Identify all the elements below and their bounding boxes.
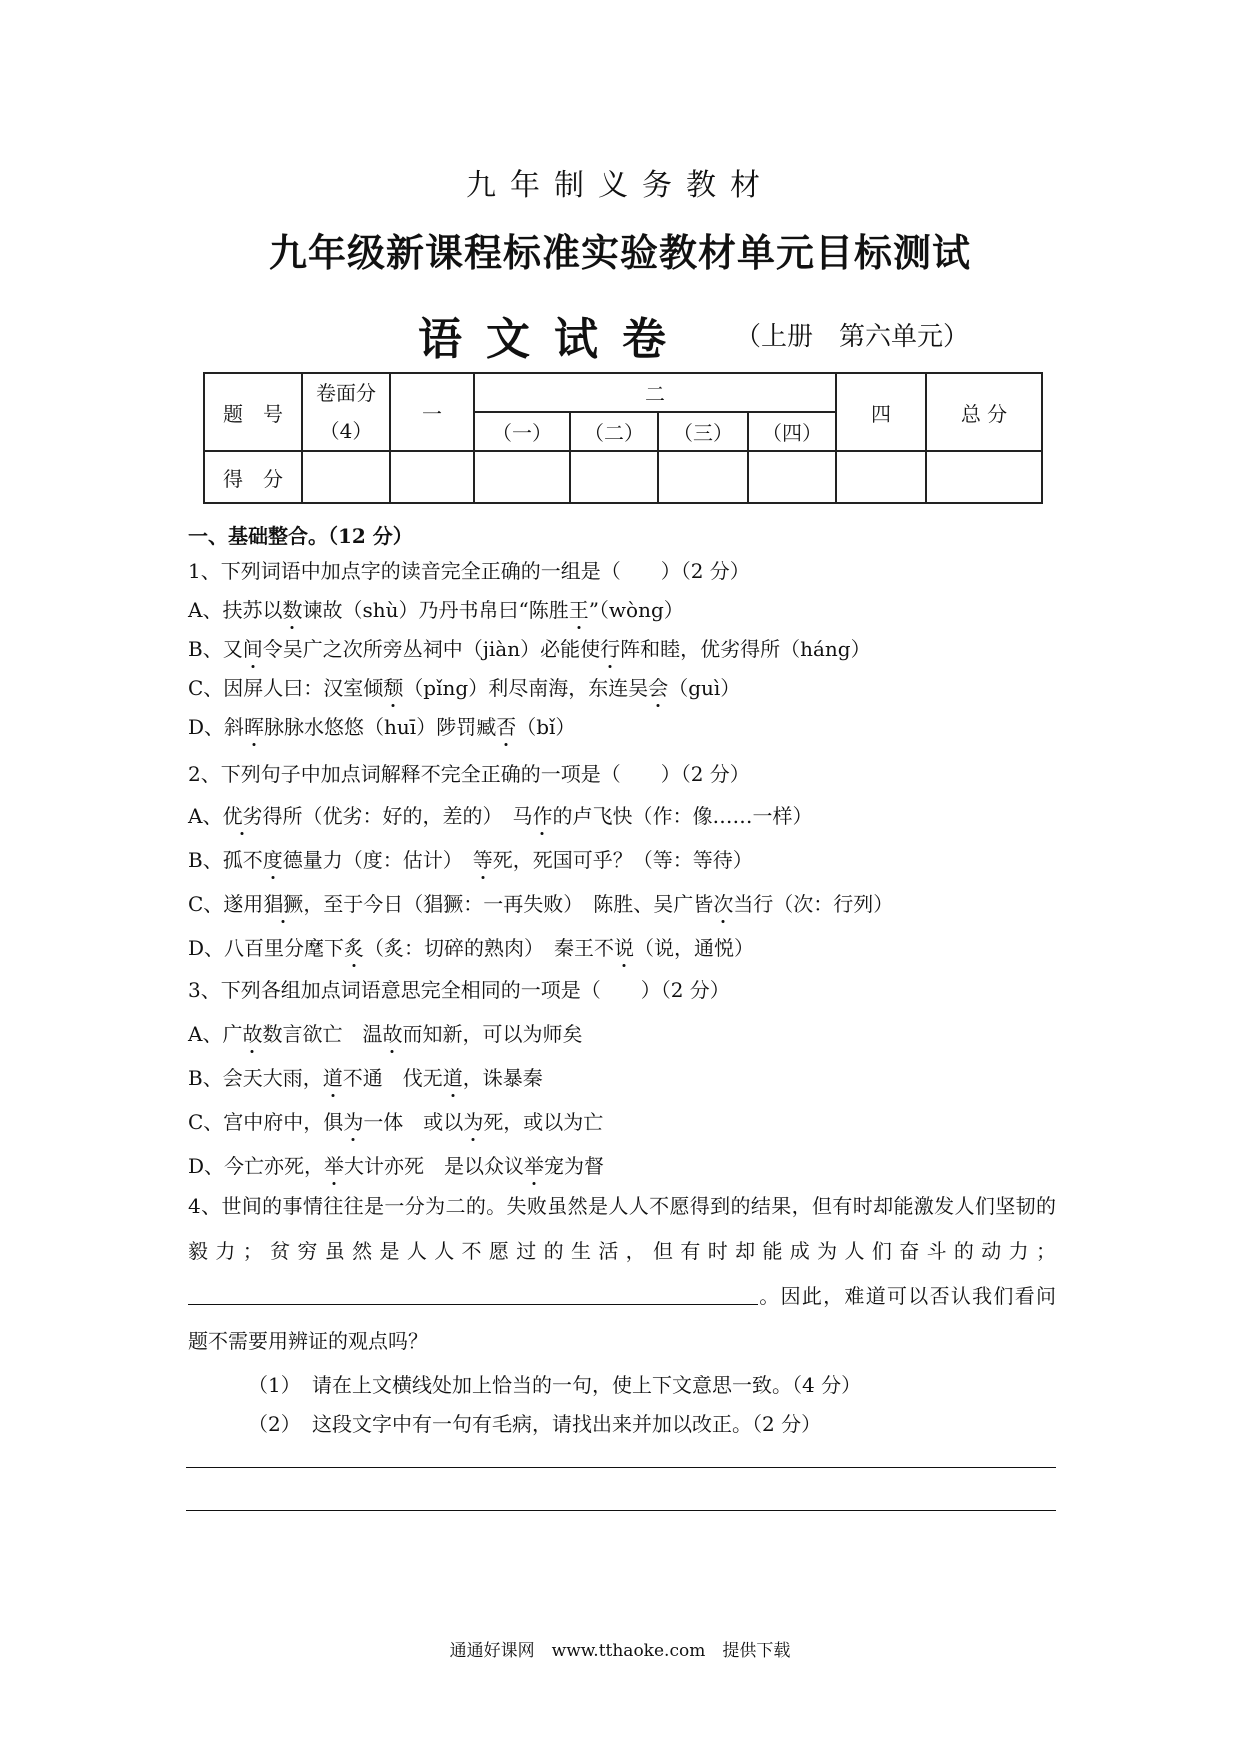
answer-line-2[interactable] <box>186 1510 1056 1511</box>
q2-c-dotted-2: 次 <box>713 892 734 916</box>
q1-a-dotted-2: 王 <box>568 598 589 622</box>
q2-a-dotted-1: 优劣 <box>222 804 263 828</box>
row-label-score: 得 分 <box>204 451 302 503</box>
q2-b-dotted-1: 度 <box>262 848 283 872</box>
paper-subtitle: （上册 第六单元） <box>735 322 970 352</box>
q3-option-a <box>188 1018 582 1047</box>
answer-line-1[interactable] <box>186 1467 1056 1468</box>
juanmian-points: （4） <box>319 419 373 443</box>
q4-text-before: 4、世间的事情往往是一分为二的。失败虽然是人人不愿得到的结果，但有时却能激发人们坚韧的毅力；贫穷虽然是人人不愿过的生活，但有时却能成为人们奋斗的动力； <box>188 1194 1056 1263</box>
q2-b-3: 德量力（度：估计） <box>282 848 473 872</box>
q2-c-5: 当行（次：行列） <box>733 892 894 916</box>
q3-b-3: 不通 伐无 <box>342 1066 443 1090</box>
q1-a-3: 谏故（shù）乃丹书帛曰“陈胜 <box>302 598 569 622</box>
score-cell-part-four[interactable] <box>836 451 926 503</box>
header-total: 总 分 <box>926 373 1042 451</box>
q3-d-5: 宠为督 <box>544 1154 605 1178</box>
q3-a-dotted-2: 故 <box>382 1022 403 1046</box>
q3-option-c <box>188 1106 603 1135</box>
header-line-1: 九年制义务教材 <box>466 168 774 203</box>
header-line-2: 九年级新课程标准实验教材单元目标测试 <box>268 230 971 275</box>
q1-a-1: A、扶苏以 <box>188 598 283 622</box>
score-cell-sub-3[interactable] <box>658 451 748 503</box>
header-juanmian <box>302 373 390 451</box>
q4-fill-blank[interactable] <box>188 1282 758 1305</box>
q3-c-5: 死，或以为亡 <box>483 1110 604 1134</box>
q4-sub1-text: 请在上文横线处加上恰当的一句，使上下文意思一致。（4 分） <box>312 1373 862 1397</box>
header-sub-1: （一） <box>474 412 570 451</box>
q2-c-1: C、遂用 <box>188 892 264 916</box>
q3-option-d <box>188 1150 604 1179</box>
q2-d-5: （说，通悦） <box>634 936 755 960</box>
section-1-title: 一、基础整合。（12 分） <box>188 524 413 548</box>
footer-credit: 通通好课网 www.tthaoke.com 提供下载 <box>449 1641 791 1661</box>
q3-stem: 3、下列各组加点词语意思完全相同的一项是（ ）（2 分） <box>188 978 730 1002</box>
q1-a-dotted-1: 数 <box>282 598 303 622</box>
q1-b-dotted-2: 行 <box>600 637 621 661</box>
header-sub-4: （四） <box>748 412 836 451</box>
q3-a-dotted-1: 故 <box>242 1022 263 1046</box>
q3-b-5: ，诛暴秦 <box>462 1066 543 1090</box>
q2-option-a <box>188 800 812 829</box>
q2-d-dotted-1: 炙 <box>344 936 365 960</box>
q1-d-3: 脉脉水悠悠（huī）陟罚臧 <box>264 715 497 739</box>
juanmian-label: 卷面分 <box>316 381 376 405</box>
q3-b-1: B、会天大雨， <box>188 1066 323 1090</box>
q1-c-dotted-2: 会 <box>648 676 669 700</box>
q3-b-dotted-2: 道 <box>442 1066 463 1090</box>
score-cell-total[interactable] <box>926 451 1042 503</box>
score-cell-juanmian[interactable] <box>302 451 390 503</box>
q3-c-dotted-1: 为 <box>343 1110 364 1134</box>
q3-d-dotted-2: 举 <box>524 1154 545 1178</box>
q2-a-dotted-2: 作 <box>532 804 553 828</box>
q3-a-5: 而知新，可以为师矣 <box>402 1022 583 1046</box>
score-cell-sub-4[interactable] <box>748 451 836 503</box>
q1-option-c <box>188 672 740 701</box>
q2-option-b <box>188 844 753 873</box>
q1-b-3: 令吴广之次所旁丛祠中（jiàn）必能使 <box>262 637 601 661</box>
q2-a-5: 的卢飞快（作：像……一样） <box>552 804 813 828</box>
q1-a-5: ”（wòng） <box>588 598 684 622</box>
q1-option-d <box>188 711 575 740</box>
q1-b-5: 阵和睦，优劣得所（háng） <box>620 637 871 661</box>
q2-b-dotted-2: 等 <box>472 848 493 872</box>
q1-stem: 1、下列词语中加点字的读音完全正确的一组是（ ）（2 分） <box>188 559 750 583</box>
header-sub-2: （二） <box>570 412 658 451</box>
q3-d-3: 大计亦死 是以众议 <box>344 1154 525 1178</box>
q1-d-1: D、斜 <box>188 715 245 739</box>
q2-d-3: （炙：切碎的熟肉） 秦王不 <box>364 936 615 960</box>
q4-sub1-number: （1） <box>248 1373 301 1397</box>
q1-option-a <box>188 594 684 623</box>
score-cell-part-one[interactable] <box>390 451 474 503</box>
q3-d-dotted-1: 举 <box>324 1154 345 1178</box>
q1-c-3: （pǐng）利尽南海，东连吴 <box>403 676 649 700</box>
q2-c-dotted-1: 猖獗 <box>263 892 304 916</box>
q1-c-5: （guì） <box>668 676 741 700</box>
q1-b-dotted-1: 间 <box>242 637 263 661</box>
score-cell-sub-1[interactable] <box>474 451 570 503</box>
q1-b-1: B、又 <box>188 637 243 661</box>
score-cell-sub-2[interactable] <box>570 451 658 503</box>
q3-c-3: 一体 或以 <box>363 1110 464 1134</box>
q1-c-dotted-1: 颓 <box>383 676 404 700</box>
q3-c-1: C、宫中府中，俱 <box>188 1110 344 1134</box>
q3-b-dotted-1: 道 <box>322 1066 343 1090</box>
q3-d-1: D、今亡亦死， <box>188 1154 325 1178</box>
q2-b-1: B、孤不 <box>188 848 263 872</box>
q2-a-3: 得所（优劣：好的，差的） 马 <box>262 804 533 828</box>
q3-a-1: A、广 <box>188 1022 243 1046</box>
q2-c-3: ，至于今日（猖獗：一再失败） 陈胜、吴广皆 <box>303 892 714 916</box>
q2-option-c <box>188 888 893 917</box>
q2-d-dotted-2: 说 <box>614 936 635 960</box>
q3-option-b <box>188 1062 543 1091</box>
row-label-question-number: 题 号 <box>204 373 302 451</box>
q3-c-dotted-2: 为 <box>463 1110 484 1134</box>
q1-option-b <box>188 633 871 662</box>
q1-d-5: （bǐ） <box>516 715 576 739</box>
q2-d-1: D、八百里分麾下 <box>188 936 345 960</box>
q4-sub2-text: 这段文字中有一句有毛病，请找出来并加以改正。（2 分） <box>312 1412 822 1436</box>
q3-a-3: 数言欲亡 温 <box>262 1022 383 1046</box>
q1-c-1: C、因屏人曰：汉室倾 <box>188 676 384 700</box>
header-part-two: 二 <box>474 373 836 412</box>
q1-d-dotted-1: 晖 <box>244 715 265 739</box>
q4-text-after: 。因此，难道可以否认我们看问题不需要用辨证的观点吗？ <box>188 1284 1056 1353</box>
q2-option-d <box>188 932 754 961</box>
q1-d-dotted-2: 否 <box>496 715 517 739</box>
q2-a-1: A、 <box>188 804 223 828</box>
q4-paragraph <box>188 1184 1056 1364</box>
header-part-one: 一 <box>390 373 474 451</box>
header-part-four: 四 <box>836 373 926 451</box>
q2-stem: 2、下列句子中加点词解释不完全正确的一项是（ ）（2 分） <box>188 762 750 786</box>
q2-b-5: 死，死国可乎？（等：等待） <box>492 848 753 872</box>
q4-sub2-number: （2） <box>248 1412 301 1436</box>
score-table <box>203 372 1043 504</box>
paper-title: 语文试卷 <box>418 314 690 365</box>
header-sub-3: （三） <box>658 412 748 451</box>
